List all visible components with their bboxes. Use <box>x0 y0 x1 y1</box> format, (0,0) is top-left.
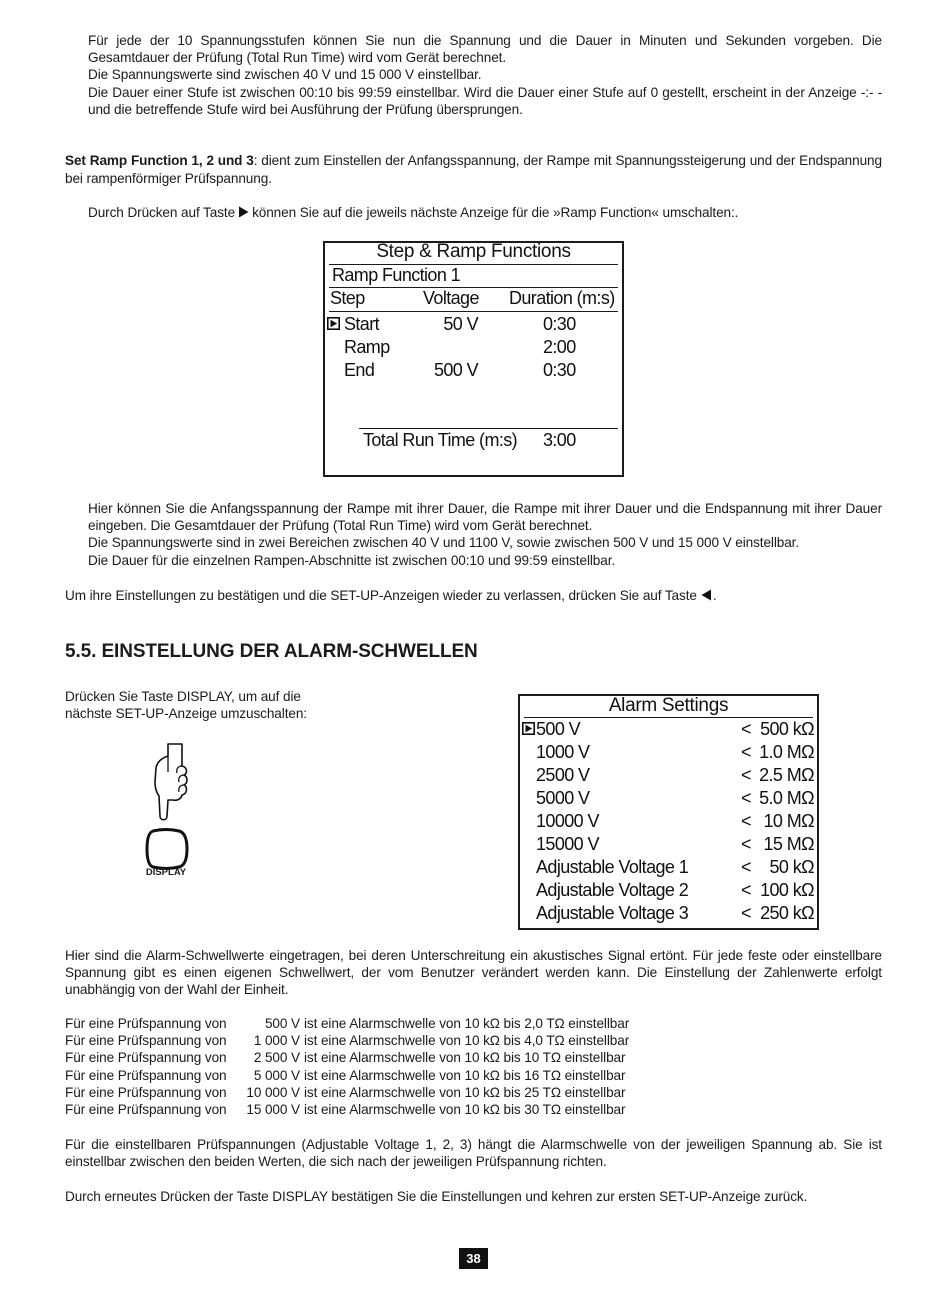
section-heading: 5.5. EINSTELLUNG DER ALARM-SCHWELLEN <box>65 641 478 662</box>
total-run-time-value: 3:00 <box>543 430 576 450</box>
exit-hint-end: . <box>712 588 717 603</box>
alarm-row <box>520 810 817 832</box>
column-header-step: Step <box>330 288 365 308</box>
ramp-notes <box>88 500 882 569</box>
header-divider <box>329 311 618 312</box>
ramp-display-subtitle: Ramp Function 1 <box>332 265 461 285</box>
alarm-voltage: Adjustable Voltage 2 <box>536 880 689 900</box>
adjustable-voltage-note-text: Für die einstellbaren Prüfspannungen (Adjustable Voltage 1, 2, 3) hängt die Alarmschwelle von der jeweiligen Spannung ab. Sie ist einstellbar zwischen den beiden Werten, die sich nach der jeweiligen Prüfspannung richten. <box>65 1137 882 1170</box>
intro-paragraph: Die Dauer einer Stufe ist zwischen 00:10 bis 99:59 einstellbar. Wird die Dauer einer Stufe auf 0 gestellt, erscheint in der Anzeige -:- - und die betreffende Stufe wird bei Ausführung der Prüfung übersprungen. <box>88 84 882 117</box>
confirm-note-text: Durch erneutes Drücken der Taste DISPLAY bestätigen Sie die Einstellungen und kehren zur ersten SET-UP-Anzeige zurück. <box>65 1189 808 1204</box>
threshold-range: ist eine Alarmschwelle von 10 kΩ bis 2,0 TΩ einstellbar <box>304 1016 630 1031</box>
threshold-row <box>65 1049 882 1066</box>
alarm-row <box>520 902 817 924</box>
ramp-voltage: 50 V <box>443 314 478 334</box>
display-button-icon <box>144 828 190 870</box>
threshold-voltage: 5 000 V <box>253 1067 300 1083</box>
cursor-icon <box>327 317 340 330</box>
alarm-settings-display <box>518 694 819 930</box>
display-button-label: DISPLAY <box>145 867 187 878</box>
alarm-operator: < <box>741 742 751 762</box>
ramp-step: Ramp <box>344 337 390 357</box>
alarm-row <box>520 879 817 901</box>
threshold-range: ist eine Alarmschwelle von 10 kΩ bis 30 TΩ einstellbar <box>304 1102 626 1118</box>
alarm-operator: < <box>741 880 751 900</box>
threshold-row <box>65 1101 882 1118</box>
alarm-explanation-text: Hier sind die Alarm-Schwellwerte eingetragen, bei deren Unterschreitung ein akustisches Signal ertönt. Für jede feste oder einstellbare Spannung gibt es einen eigenen Schwellwert, der vom Benutzer verändert werden kann. Die Einstellung der Zahlenwerte erfolgt unabhängig von der Wahl der Einheit. <box>65 948 882 998</box>
ramp-key-hint <box>88 204 882 222</box>
alarm-voltage: Adjustable Voltage 3 <box>536 903 689 923</box>
right-triangle-key-icon <box>238 205 249 222</box>
threshold-voltage: 1 000 V <box>253 1033 300 1049</box>
alarm-threshold: 1.0 MΩ <box>759 742 814 762</box>
pointing-hand-icon <box>150 742 190 822</box>
alarm-voltage: 2500 V <box>536 765 590 785</box>
ramp-function-term: Set Ramp Function 1, 2 und 3 <box>65 153 254 168</box>
threshold-range: ist eine Alarmschwelle von 10 kΩ bis 10 TΩ einstellbar <box>304 1050 626 1066</box>
ramp-function-definition: : dient zum Einstellen der Anfangsspannung, der Rampe mit Spannungssteigerung und der Endspannung bei rampenförmiger Prüfspannung. <box>65 153 882 186</box>
alarm-display-title: Alarm Settings <box>608 695 729 716</box>
threshold-prefix: Für eine Prüfspannung von <box>65 1102 227 1118</box>
alarm-row <box>520 787 817 809</box>
ramp-duration: 0:30 <box>543 314 576 334</box>
ramp-step: End <box>344 360 375 380</box>
key-hint-text-before: Durch Drücken auf Taste <box>88 205 236 220</box>
threshold-prefix: Für eine Prüfspannung von <box>65 1033 227 1049</box>
alarm-row <box>520 718 817 740</box>
alarm-threshold: 2.5 MΩ <box>759 765 814 785</box>
alarm-operator: < <box>741 719 751 739</box>
ramp-voltage: 500 V <box>433 360 478 380</box>
threshold-prefix: Für eine Prüfspannung von <box>65 1067 227 1083</box>
ramp-function-description <box>65 152 882 187</box>
threshold-prefix: Für eine Prüfspannung von <box>65 1050 227 1066</box>
alarm-operator: < <box>741 765 751 785</box>
threshold-range: ist eine Alarmschwelle von 10 kΩ bis 25 TΩ einstellbar <box>304 1084 626 1100</box>
column-header-duration: Duration (m:s) <box>509 288 615 308</box>
page-number: 38 <box>459 1248 488 1269</box>
threshold-row <box>65 1015 882 1032</box>
alarm-threshold: 500 kΩ <box>760 719 814 739</box>
display-key-hint-text: Drücken Sie Taste DISPLAY, um auf die nächste SET-UP-Anzeige umzuschalten: <box>65 689 307 722</box>
threshold-voltage: 2 500 V <box>253 1050 300 1066</box>
display-key-hint <box>65 688 337 722</box>
alarm-row <box>520 856 817 878</box>
alarm-voltage: 15000 V <box>536 834 599 854</box>
adjustable-voltage-note <box>65 1136 882 1170</box>
alarm-threshold: 50 kΩ <box>769 857 814 877</box>
alarm-threshold: 10 MΩ <box>763 811 814 831</box>
alarm-operator: < <box>741 811 751 831</box>
alarm-voltage: 1000 V <box>536 742 590 762</box>
threshold-voltage: 500 V <box>264 1016 300 1031</box>
total-run-time-label: Total Run Time (m:s) <box>363 430 518 450</box>
alarm-operator: < <box>741 834 751 854</box>
ramp-function-display <box>323 241 624 477</box>
alarm-voltage: Adjustable Voltage 1 <box>536 857 689 877</box>
left-triangle-key-icon <box>701 588 712 605</box>
intro-text <box>88 32 882 118</box>
threshold-row <box>65 1032 882 1049</box>
threshold-range: ist eine Alarmschwelle von 10 kΩ bis 16 TΩ einstellbar <box>304 1067 626 1083</box>
alarm-threshold: 100 kΩ <box>760 880 814 900</box>
alarm-operator: < <box>741 788 751 808</box>
alarm-voltage: 10000 V <box>536 811 599 831</box>
threshold-row <box>65 1084 882 1101</box>
cursor-icon <box>522 722 535 735</box>
threshold-voltage: 15 000 V <box>246 1102 300 1118</box>
ramp-row <box>325 359 622 381</box>
ramp-note-paragraph: Die Dauer für die einzelnen Rampen-Abschnitte ist zwischen 00:10 und 99:59 einstellbar. <box>88 552 616 568</box>
threshold-range: ist eine Alarmschwelle von 10 kΩ bis 4,0 TΩ einstellbar <box>304 1033 630 1049</box>
alarm-operator: < <box>741 903 751 923</box>
threshold-row <box>65 1067 882 1084</box>
alarm-row <box>520 741 817 763</box>
ramp-row <box>325 336 622 358</box>
alarm-threshold: 15 MΩ <box>763 834 814 854</box>
alarm-row <box>520 833 817 855</box>
alarm-operator: < <box>741 857 751 877</box>
alarm-threshold: 250 kΩ <box>760 903 814 923</box>
exit-hint-text: Um ihre Einstellungen zu bestätigen und die SET-UP-Anzeigen wieder zu verlassen, drücken Sie auf Taste <box>65 588 697 603</box>
alarm-row <box>520 764 817 786</box>
threshold-prefix: Für eine Prüfspannung von <box>65 1016 227 1031</box>
ramp-row <box>325 313 622 335</box>
ramp-step: Start <box>344 314 380 334</box>
threshold-list <box>65 1015 882 1118</box>
alarm-voltage: 5000 V <box>536 788 590 808</box>
ramp-duration: 2:00 <box>543 337 576 357</box>
alarm-voltage: 500 V <box>536 719 581 739</box>
key-hint-text-after: können Sie auf die jeweils nächste Anzeige für die »Ramp Function« umschalten:. <box>252 205 739 220</box>
intro-paragraph: Für jede der 10 Spannungsstufen können Sie nun die Spannung und die Dauer in Minuten und Sekunden vorgeben. Die Gesamtdauer der Prüfung (Total Run Time) wird vom Gerät berechnet. <box>88 33 882 66</box>
alarm-explanation <box>65 947 882 999</box>
ramp-note-paragraph: Die Spannungswerte sind in zwei Bereichen zwischen 40 V und 1100 V, sowie zwischen 500 V und 15 000 V einstellbar. <box>88 535 800 551</box>
confirm-note <box>65 1188 882 1205</box>
ramp-duration: 0:30 <box>543 360 576 380</box>
exit-hint <box>65 587 882 605</box>
column-header-voltage: Voltage <box>423 288 479 308</box>
alarm-threshold: 5.0 MΩ <box>759 788 814 808</box>
ramp-display-title: Step & Ramp Functions <box>376 241 571 262</box>
ramp-note-paragraph: Hier können Sie die Anfangsspannung der Rampe mit ihrer Dauer, die Rampe mit ihrer Dauer und die Endspannung mit ihrer Dauer eingeben. Die Gesamtdauer der Prüfung (Total Run Time) wird vom Gerät berechnet. <box>88 501 882 534</box>
threshold-voltage: 10 000 V <box>246 1084 300 1100</box>
threshold-prefix: Für eine Prüfspannung von <box>65 1084 227 1100</box>
intro-paragraph: Die Spannungswerte sind zwischen 40 V und 15 000 V einstellbar. <box>88 67 482 83</box>
